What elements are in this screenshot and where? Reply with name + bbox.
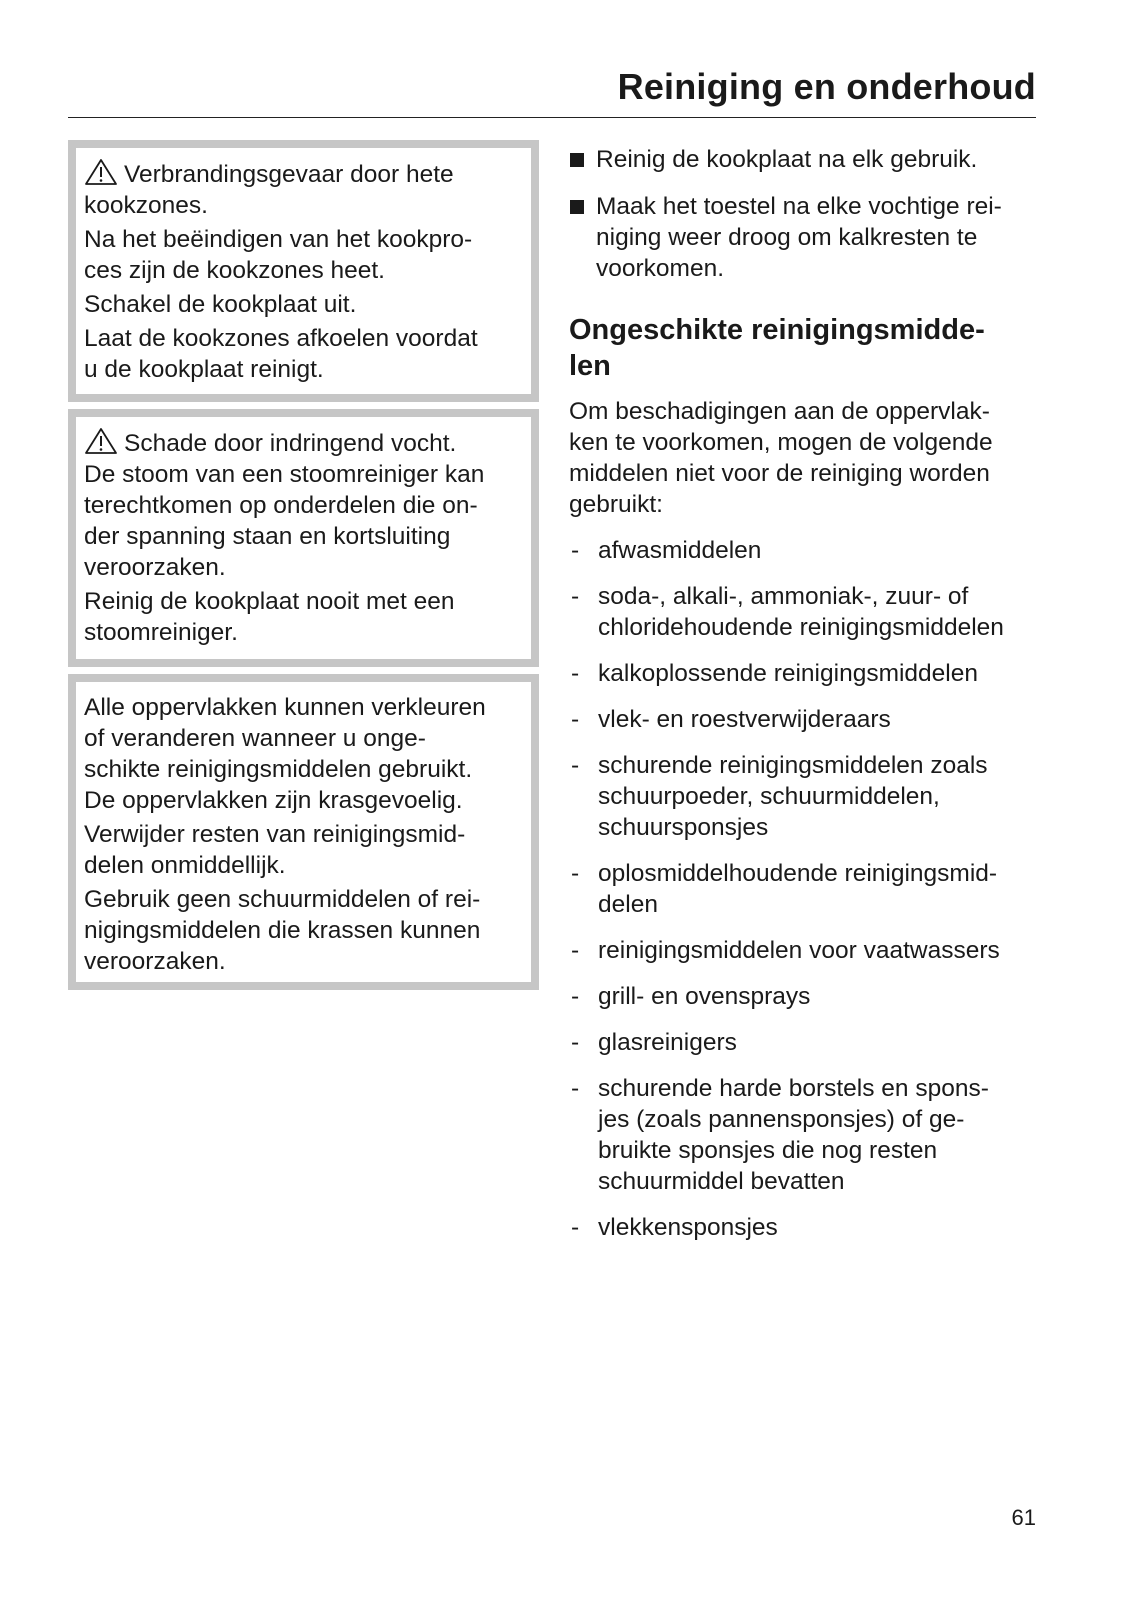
- page-number: 61: [1011, 1505, 1036, 1530]
- warning-paragraph: [84, 427, 519, 583]
- warning-triangle-icon: [84, 427, 118, 455]
- list-item-text: glasreinigers: [598, 1029, 737, 1056]
- warning-paragraph: Schakel de kookplaat uit.: [84, 291, 357, 318]
- notice-paragraph: Gebruik geen schuurmiddelen of rei- nigingsmiddelen die krassen kunnen veroorzaken.: [84, 886, 481, 975]
- warning-paragraph: Laat de kookzones afkoelen voordat u de kookplaat reinigt.: [84, 325, 478, 383]
- warning-box-burn: [68, 140, 539, 402]
- warning-text: Schade door indringend vocht. De stoom van een stoomreiniger kan terechtkomen op onderdelen die on- der spanning staan en kortsluiting veroorzaken.: [84, 430, 485, 581]
- list-item-text: oplosmiddelhoudende reinigingsmid- delen: [598, 860, 998, 918]
- right-column: [569, 144, 1041, 1258]
- dash-marker: -: [571, 752, 580, 779]
- list-item: [569, 1027, 1041, 1058]
- dash-marker: -: [571, 1214, 580, 1241]
- list-item-text: vlekkensponsjes: [598, 1214, 778, 1241]
- warning-box-moisture: [68, 409, 539, 667]
- notice-box-surfaces: [68, 674, 539, 990]
- header-divider: [68, 117, 1036, 118]
- warning-triangle-icon: [84, 158, 118, 186]
- warning-paragraph: Reinig de kookplaat nooit met een stoomreiniger.: [84, 588, 455, 646]
- list-item: [569, 535, 1041, 566]
- bullet-text: Maak het toestel na elke vochtige rei- niging weer droog om kalkresten te voorkomen.: [596, 193, 1002, 282]
- list-item-text: reinigingsmiddelen voor vaatwassers: [598, 937, 1000, 964]
- list-item-text: soda-, alkali-, ammoniak-, zuur- of chloridehoudende reinigingsmiddelen: [598, 583, 1004, 641]
- list-item: [569, 981, 1041, 1012]
- dash-marker: -: [571, 660, 580, 687]
- list-item: [569, 581, 1041, 643]
- list-item-text: schurende harde borstels en spons- jes (zoals pannensponsjes) of ge- bruikte sponsjes die nog resten schuurmiddel bevatten: [598, 1075, 989, 1195]
- list-item: [569, 1212, 1041, 1243]
- list-item-text: schurende reinigingsmiddelen zoals schuurpoeder, schuurmiddelen, schuursponsjes: [598, 752, 988, 841]
- dash-marker: -: [571, 860, 580, 887]
- warning-paragraph: [84, 158, 519, 221]
- dash-marker: -: [571, 937, 580, 964]
- warning-paragraph: Na het beëindigen van het kookpro- ces zijn de kookzones heet.: [84, 226, 473, 284]
- square-bullet-icon: [570, 153, 584, 167]
- notice-paragraph: Verwijder resten van reinigingsmid- delen onmiddellijk.: [84, 821, 466, 879]
- section-heading: Ongeschikte reinigingsmidde- len: [569, 314, 985, 382]
- list-item: [569, 704, 1041, 735]
- warning-text: Verbrandingsgevaar door hete kookzones.: [84, 161, 454, 219]
- bullet-item: [569, 191, 1041, 284]
- square-bullet-icon: [570, 200, 584, 214]
- bullet-text: Reinig de kookplaat na elk gebruik.: [596, 146, 978, 173]
- list-item-text: kalkoplossende reinigingsmiddelen: [598, 660, 978, 687]
- list-item: [569, 750, 1041, 843]
- list-item: [569, 935, 1041, 966]
- dash-marker: -: [571, 1075, 580, 1102]
- list-item: [569, 658, 1041, 689]
- dash-marker: -: [571, 537, 580, 564]
- list-item-text: grill- en ovensprays: [598, 983, 811, 1010]
- section-intro: Om beschadigingen aan de oppervlak- ken te voorkomen, mogen de volgende middelen niet voor de reiniging worden gebruikt:: [569, 398, 993, 518]
- list-item-text: afwasmiddelen: [598, 537, 762, 564]
- page-header-title: Reiniging en onderhoud: [617, 66, 1036, 107]
- dash-marker: -: [571, 706, 580, 733]
- dash-marker: -: [571, 983, 580, 1010]
- bullet-item: [569, 144, 1041, 175]
- dash-marker: -: [571, 1029, 580, 1056]
- notice-paragraph: Alle oppervlakken kunnen verkleuren of veranderen wanneer u onge- schikte reinigingsmiddelen gebruikt. De oppervlakken zijn krasgevoelig.: [84, 694, 486, 814]
- list-item-text: vlek- en roestverwijderaars: [598, 706, 891, 733]
- list-item: [569, 858, 1041, 920]
- dash-marker: -: [571, 583, 580, 610]
- list-item: [569, 1073, 1041, 1197]
